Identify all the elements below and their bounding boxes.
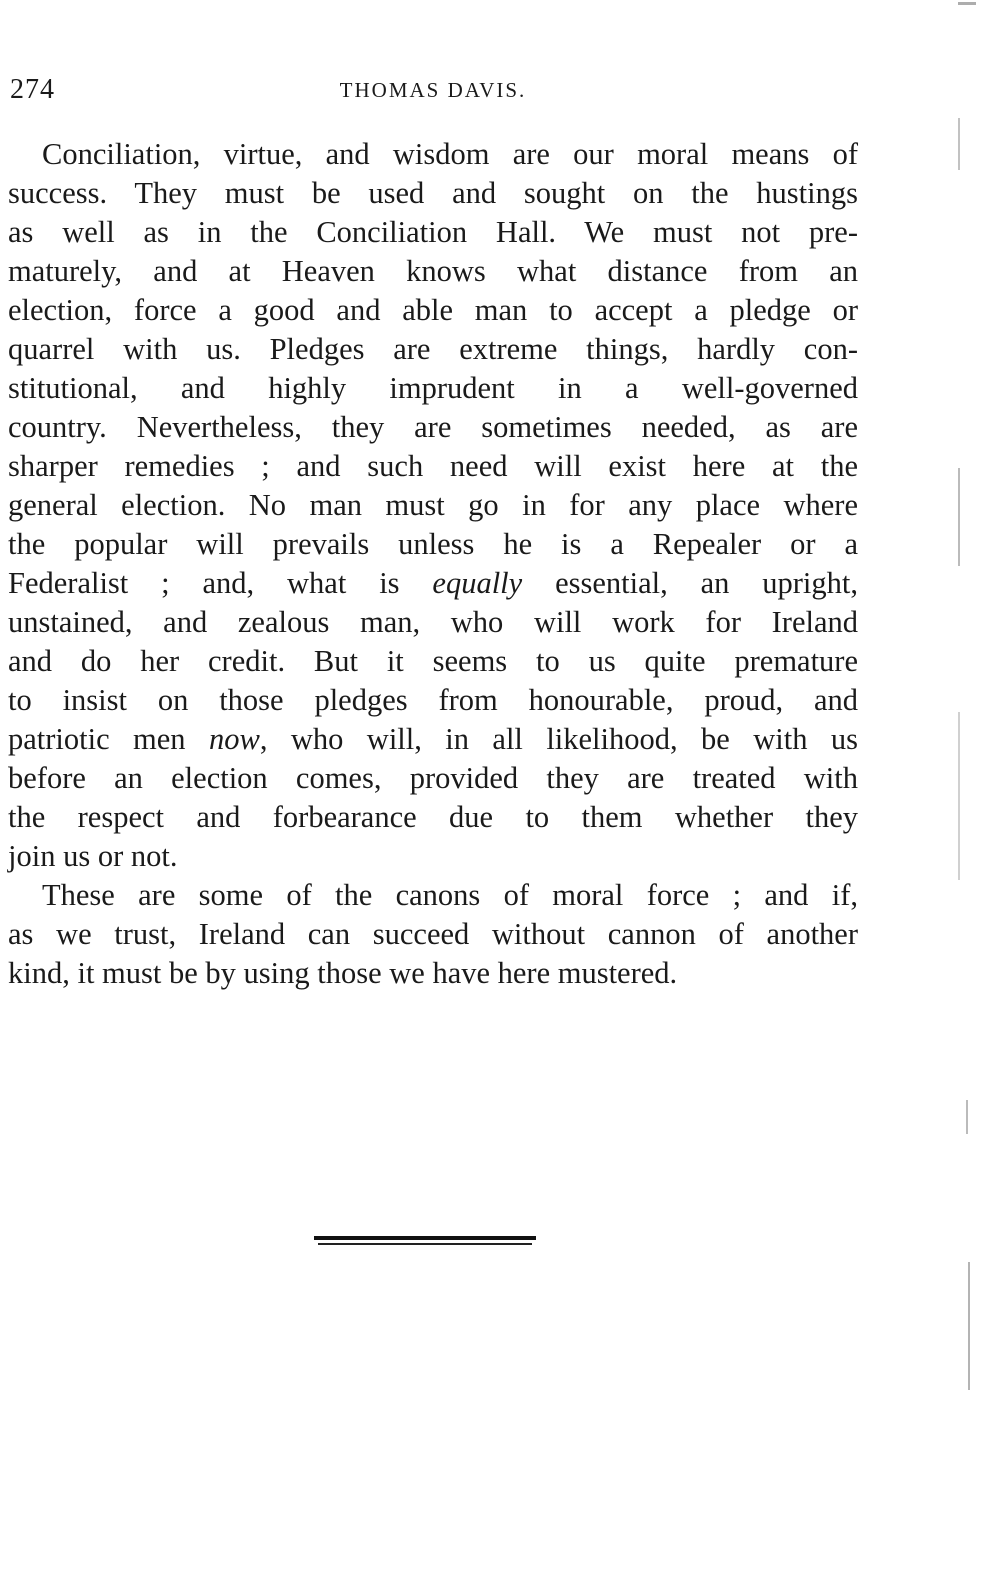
text-line: election, force a good and able man to accept a pledge or [8,293,858,327]
text-line: before an election comes, provided they are treated with [8,761,858,795]
text-line: and do her credit. But it seems to us quite premature [8,644,858,678]
text-line: quarrel with us. Pledges are extreme things, hardly con- [8,332,858,366]
text-run: patriotic men [8,722,209,756]
emphasized-word: equally [432,566,523,600]
scan-mark [968,1262,970,1390]
text-line: maturely, and at Heaven knows what distance from an [8,254,858,288]
running-title: THOMAS DAVIS. [339,78,527,102]
text-line: stitutional, and highly imprudent in a well-governed [8,371,858,405]
text-line: Conciliation, virtue, and wisdom are our moral means of [42,137,858,171]
text-line: the respect and forbearance due to them whether they [8,800,858,834]
text-line: as we trust, Ireland can succeed without cannon of another [8,917,858,951]
scan-mark [958,118,960,170]
text-run: Federalist ; and, what is [8,566,433,600]
emphasized-word: now [208,722,260,756]
text-line: sharper remedies ; and such need will exist here at the [8,449,858,483]
text-line: country. Nevertheless, they are sometimes needed, as are [8,410,858,444]
scan-mark [958,468,960,566]
text-line: general election. No man must go in for any place where [8,488,858,522]
text-line: to insist on those pledges from honourable, proud, and [8,683,858,717]
scan-mark [958,2,976,5]
end-ornament-rule [314,1236,536,1247]
text-run: essential, an upright, [522,566,858,600]
text-line: join us or not. [8,839,178,873]
body-text [8,135,858,993]
text-line: the popular will prevails unless he is a Repealer or a [8,527,858,561]
text-run: , who will, in all likelihood, be with us [259,722,858,756]
scan-mark [958,712,960,880]
text-line: These are some of the canons of moral force ; and if, [42,878,858,912]
rule-thin-line [318,1243,532,1245]
rule-thick-line [314,1236,536,1240]
text-line: success. They must be used and sought on the hustings [8,176,858,210]
text-line: as well as in the Conciliation Hall. We must not pre- [8,215,858,249]
page-number: 274 [10,74,55,105]
text-line: kind, it must be by using those we have here mustered. [8,956,678,990]
text-line [8,564,858,603]
text-line [8,720,858,759]
text-line: unstained, and zealous man, who will work for Ireland [8,605,858,639]
scan-mark [966,1100,968,1134]
